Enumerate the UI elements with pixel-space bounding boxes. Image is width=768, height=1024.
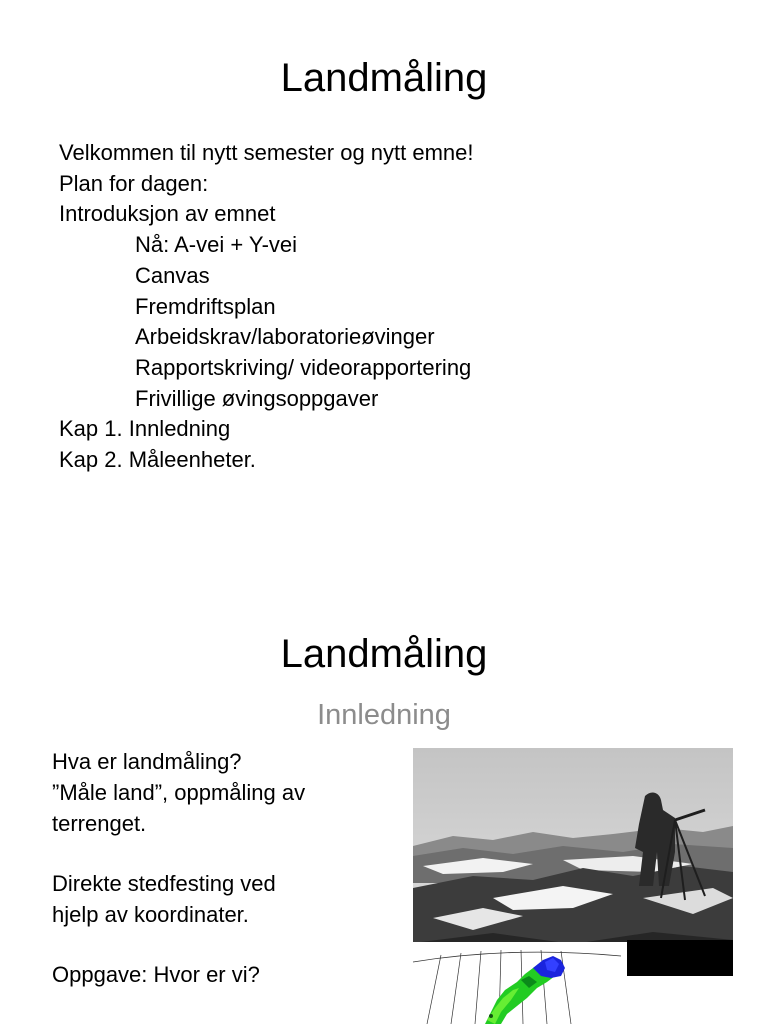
- body-line-indented: Fremdriftsplan: [135, 293, 276, 319]
- body-line: Kap 1. Innledning: [59, 416, 231, 442]
- body-line: Hva er landmåling?: [52, 749, 242, 774]
- slide-2: [0, 580, 768, 1024]
- body-line-indented: Arbeidskrav/laboratorieøvinger: [135, 324, 435, 350]
- body-line-indented: Canvas: [135, 262, 210, 288]
- slide-1-title: Landmåling: [280, 56, 488, 100]
- slide-2-title: Landmåling: [280, 632, 488, 676]
- slide-1-body: [59, 138, 719, 476]
- body-line: hjelp av koordinater.: [52, 902, 249, 927]
- body-spacer: [52, 839, 372, 868]
- body-line: Direkte stedfesting ved: [52, 871, 276, 896]
- body-line: Oppgave: Hvor er vi?: [52, 962, 260, 987]
- slide-2-body: [52, 746, 372, 990]
- body-line: Introduksjon av emnet: [59, 201, 276, 227]
- norway-map-figure: [401, 942, 627, 1024]
- body-line-indented: Frivillige øvingsoppgaver: [135, 385, 379, 411]
- body-line: ”Måle land”, oppmåling av: [52, 780, 306, 805]
- slide-2-subtitle: Innledning: [317, 699, 451, 731]
- body-spacer: [52, 930, 372, 959]
- body-line: terrenget.: [52, 811, 147, 836]
- body-line: Velkommen til nytt semester og nytt emne!: [59, 140, 474, 165]
- body-line: Kap 2. Måleenheter.: [59, 447, 256, 473]
- body-line-indented: Rapportskriving/ videorapportering: [135, 354, 472, 380]
- body-line: Plan for dagen:: [59, 170, 209, 196]
- body-line-indented: Nå: A-vei + Y-vei: [135, 232, 298, 258]
